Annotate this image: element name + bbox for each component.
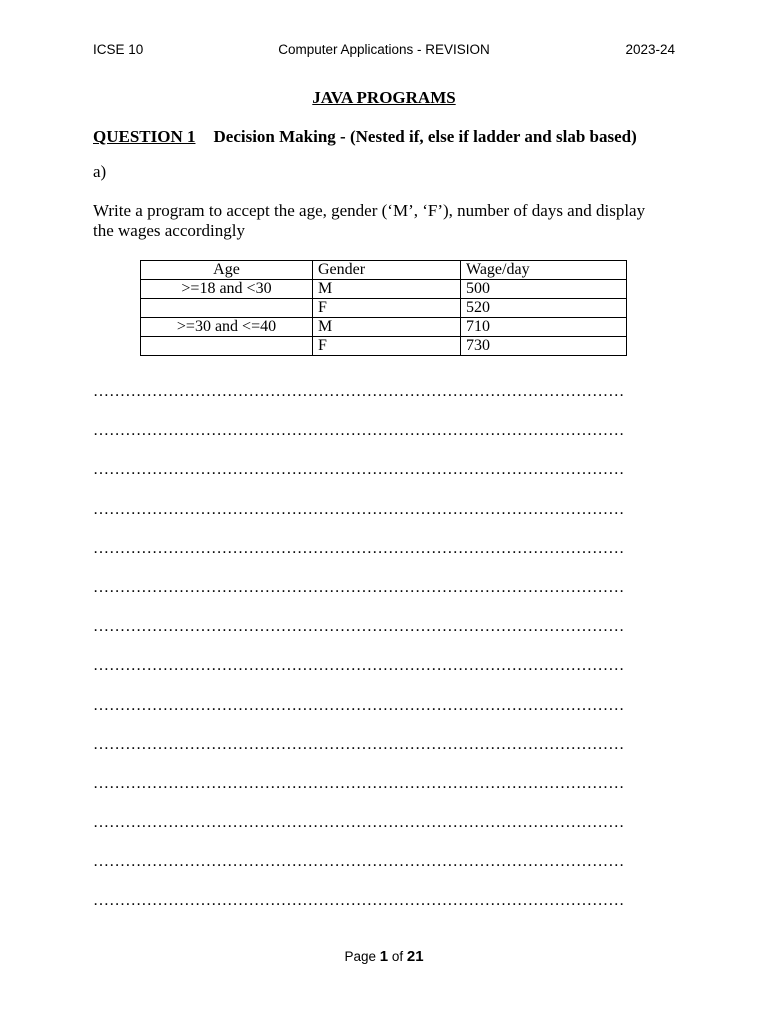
table-cell: >=30 and <=40 [141, 318, 313, 337]
answer-line: ……………………………………………………………………………………… [93, 383, 625, 400]
table-cell [141, 337, 313, 356]
table-cell [141, 299, 313, 318]
answer-line: ……………………………………………………………………………………… [93, 774, 625, 792]
table-cell: F [313, 337, 461, 356]
document-title: JAVA PROGRAMS [312, 88, 456, 107]
page-footer [0, 948, 768, 965]
answer-area [93, 382, 675, 931]
answer-line: ……………………………………………………………………………………… [93, 461, 625, 479]
table-cell: 520 [461, 299, 627, 318]
answer-line: ……………………………………………………………………………………… [93, 618, 625, 636]
footer-page-current: 1 [379, 948, 389, 965]
table-cell: 500 [461, 280, 627, 299]
table-cell: >=18 and <30 [141, 280, 313, 299]
wage-table [140, 260, 627, 356]
table-cell: M [313, 280, 461, 299]
answer-line: ……………………………………………………………………………………… [93, 892, 625, 910]
table-cell: M [313, 318, 461, 337]
footer-page-word: Page [344, 949, 376, 964]
answer-line: ……………………………………………………………………………………… [93, 735, 625, 753]
table-row [141, 318, 627, 337]
question-text: Write a program to accept the age, gender (‘M’, ‘F’), number of days and display the wages accordingly [93, 201, 646, 240]
header-year: 2023-24 [625, 42, 675, 57]
answer-line: ……………………………………………………………………………………… [93, 657, 625, 675]
answer-line: ……………………………………………………………………………………… [93, 696, 625, 714]
footer-page-total: 21 [406, 948, 424, 965]
answer-line: ……………………………………………………………………………………… [93, 814, 625, 832]
header-subject: Computer Applications - REVISION [278, 42, 490, 57]
table-header-cell: Gender [313, 261, 461, 280]
table-row [141, 337, 627, 356]
answer-line: ……………………………………………………………………………………… [93, 500, 625, 518]
table-header-cell: Age [141, 261, 313, 280]
footer-of-word: of [391, 949, 404, 964]
question-number: QUESTION 1 [93, 127, 196, 146]
table-cell: 710 [461, 318, 627, 337]
question-part-label: a) [93, 162, 107, 181]
table-header-cell: Wage/day [461, 261, 627, 280]
answer-line: ……………………………………………………………………………………… [93, 578, 625, 596]
question-topic: Decision Making - (Nested if, else if ladder and slab based) [213, 127, 637, 146]
answer-line: ……………………………………………………………………………………… [93, 853, 625, 871]
table-cell: F [313, 299, 461, 318]
table-row [141, 299, 627, 318]
table-cell: 730 [461, 337, 627, 356]
table-header-row [141, 261, 627, 280]
question-heading [93, 127, 637, 147]
answer-line: ……………………………………………………………………………………… [93, 422, 625, 440]
table-row [141, 280, 627, 299]
answer-line: ……………………………………………………………………………………… [93, 539, 625, 557]
header-course: ICSE 10 [93, 42, 144, 57]
